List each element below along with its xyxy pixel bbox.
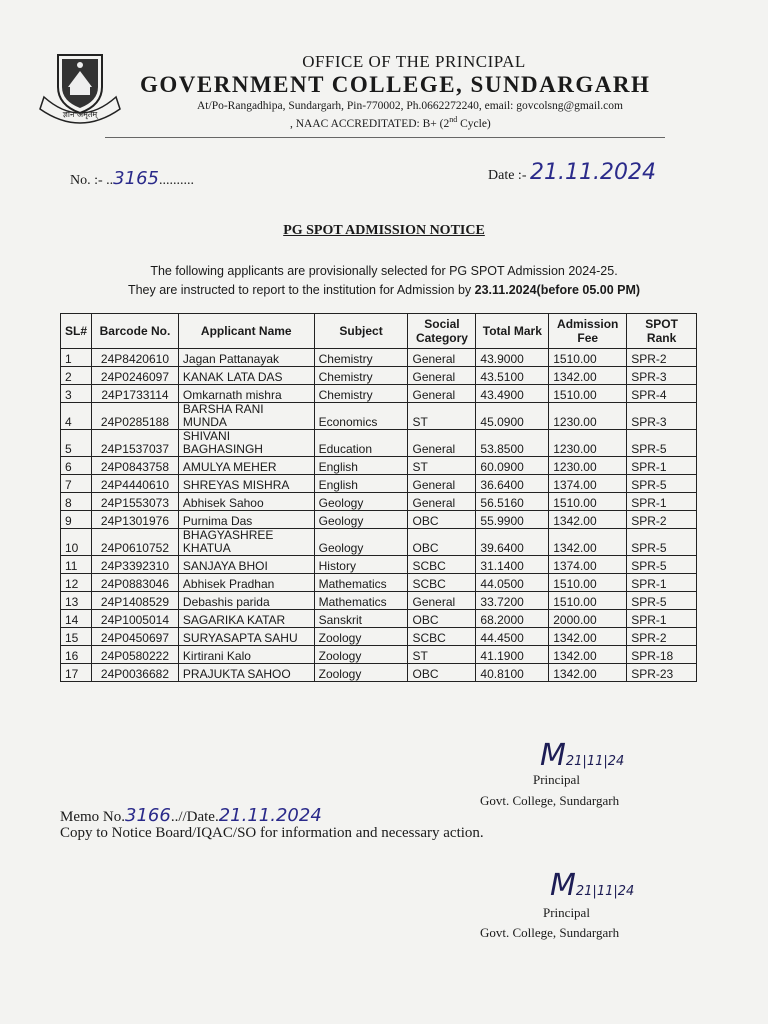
table-row — [61, 610, 697, 628]
table-cell: 24P0610752 — [92, 529, 179, 556]
reference-date: Date :- 21.11.2024 — [488, 160, 656, 185]
table-cell: Geology — [314, 529, 408, 556]
table-cell: SCBC — [408, 556, 476, 574]
memo-line: Memo No.3166..//Date.21.11.2024 — [60, 805, 322, 826]
column-header: Social Category — [408, 314, 476, 349]
table-cell: Omkarnath mishra — [178, 385, 314, 403]
table-cell: 24P3392310 — [92, 556, 179, 574]
table-cell: SPR-5 — [627, 592, 697, 610]
column-header: Total Mark — [476, 314, 549, 349]
table-cell: Chemistry — [314, 385, 408, 403]
table-cell: History — [314, 556, 408, 574]
notice-line-1: The following applicants are provisionally selected for PG SPOT Admission 2024-25. — [150, 264, 618, 278]
table-cell: 24P1301976 — [92, 511, 179, 529]
table-cell: General — [408, 385, 476, 403]
table-cell: 2 — [61, 367, 92, 385]
table-cell: SPR-18 — [627, 646, 697, 664]
table-row — [61, 574, 697, 592]
table-cell: 53.8500 — [476, 430, 549, 457]
table-cell: Sanskrit — [314, 610, 408, 628]
table-cell: 1374.00 — [549, 556, 627, 574]
table-cell: OBC — [408, 664, 476, 682]
column-header: Subject — [314, 314, 408, 349]
header-divider — [105, 137, 665, 138]
table-cell: Abhisek Pradhan — [178, 574, 314, 592]
table-cell: OBC — [408, 610, 476, 628]
table-cell: 1342.00 — [549, 664, 627, 682]
table-cell: 24P0580222 — [92, 646, 179, 664]
table-cell: Abhisek Sahoo — [178, 493, 314, 511]
table-cell: 15 — [61, 628, 92, 646]
memo-date: 21.11.2024 — [218, 805, 322, 826]
table-cell: ST — [408, 457, 476, 475]
table-cell: 2000.00 — [549, 610, 627, 628]
table-cell: PRAJUKTA SAHOO — [178, 664, 314, 682]
table-row — [61, 592, 697, 610]
table-cell: 24P0285188 — [92, 403, 179, 430]
table-cell: 36.6400 — [476, 475, 549, 493]
table-cell: SPR-5 — [627, 529, 697, 556]
table-cell: SPR-1 — [627, 493, 697, 511]
table-cell: 40.8100 — [476, 664, 549, 682]
table-cell: Zoology — [314, 664, 408, 682]
table-row — [61, 556, 697, 574]
notice-intro — [0, 262, 768, 300]
table-cell: 24P1005014 — [92, 610, 179, 628]
table-cell: SPR-5 — [627, 556, 697, 574]
memo-number: 3166 — [125, 805, 171, 826]
table-cell: 1 — [61, 349, 92, 367]
table-cell: 31.1400 — [476, 556, 549, 574]
table-cell: 43.4900 — [476, 385, 549, 403]
table-cell: Debashis parida — [178, 592, 314, 610]
table-cell: 1374.00 — [549, 475, 627, 493]
table-cell: 41.1900 — [476, 646, 549, 664]
table-cell: 1510.00 — [549, 493, 627, 511]
column-header: Admission Fee — [549, 314, 627, 349]
table-row — [61, 493, 697, 511]
table-cell: SPR-23 — [627, 664, 697, 682]
table-row — [61, 664, 697, 682]
table-cell: Purnima Das — [178, 511, 314, 529]
table-row — [61, 457, 697, 475]
table-cell: 56.5160 — [476, 493, 549, 511]
table-cell: KANAK LATA DAS — [178, 367, 314, 385]
table-cell: 1510.00 — [549, 385, 627, 403]
naac-status: , NAAC ACCREDITATED: B+ (2nd Cycle) — [290, 115, 491, 130]
table-cell: SANJAYA BHOI — [178, 556, 314, 574]
table-row — [61, 646, 697, 664]
table-cell: ST — [408, 403, 476, 430]
table-row — [61, 475, 697, 493]
table-cell: 43.9000 — [476, 349, 549, 367]
table-cell: SPR-1 — [627, 610, 697, 628]
table-cell: 33.7200 — [476, 592, 549, 610]
table-cell: 24P0450697 — [92, 628, 179, 646]
table-cell: 44.4500 — [476, 628, 549, 646]
principal-title-2: Principal — [543, 905, 590, 920]
table-cell: 24P0843758 — [92, 457, 179, 475]
table-cell: 68.2000 — [476, 610, 549, 628]
notice-line-2: They are instructed to report to the institution for Admission by 23.11.2024(before 05.00 PM) — [127, 283, 641, 297]
table-row — [61, 430, 697, 457]
column-header: Applicant Name — [178, 314, 314, 349]
table-cell: SPR-3 — [627, 403, 697, 430]
table-cell: 8 — [61, 493, 92, 511]
table-cell: 3 — [61, 385, 92, 403]
table-cell: 24P8420610 — [92, 349, 179, 367]
table-cell: 5 — [61, 430, 92, 457]
table-cell: 6 — [61, 457, 92, 475]
reference-date-value: 21.11.2024 — [529, 160, 656, 185]
table-row — [61, 511, 697, 529]
table-cell: General — [408, 475, 476, 493]
table-cell: SPR-2 — [627, 628, 697, 646]
table-cell: General — [408, 349, 476, 367]
table-cell: SHREYAS MISHRA — [178, 475, 314, 493]
college-name: GOVERNMENT COLLEGE, SUNDARGARH — [140, 72, 651, 97]
table-cell: 44.0500 — [476, 574, 549, 592]
table-cell: BARSHA RANI MUNDA — [178, 403, 314, 430]
table-cell: 1230.00 — [549, 403, 627, 430]
table-header-row — [61, 314, 697, 349]
table-cell: BHAGYASHREE KHATUA — [178, 529, 314, 556]
table-cell: 1342.00 — [549, 511, 627, 529]
table-row — [61, 349, 697, 367]
table-cell: Jagan Pattanayak — [178, 349, 314, 367]
principal-title-1: Principal — [533, 772, 580, 787]
reference-number-value: 3165 — [113, 168, 159, 189]
table-cell: 24P4440610 — [92, 475, 179, 493]
table-cell: SPR-1 — [627, 574, 697, 592]
table-cell: 14 — [61, 610, 92, 628]
table-cell: Geology — [314, 493, 408, 511]
table-cell: SPR-2 — [627, 349, 697, 367]
table-cell: Chemistry — [314, 367, 408, 385]
table-cell: Economics — [314, 403, 408, 430]
table-cell: SCBC — [408, 574, 476, 592]
table-cell: 1342.00 — [549, 628, 627, 646]
table-cell: 1230.00 — [549, 430, 627, 457]
principal-signature-2: M21|11|24 — [550, 868, 635, 903]
table-cell: 24P1553073 — [92, 493, 179, 511]
reference-number: No. :- ..3165.......... — [70, 168, 194, 189]
table-row — [61, 385, 697, 403]
table-row — [61, 529, 697, 556]
table-cell: SCBC — [408, 628, 476, 646]
table-cell: 24P0246097 — [92, 367, 179, 385]
table-cell: 1510.00 — [549, 574, 627, 592]
table-cell: SHIVANI BAGHASINGH — [178, 430, 314, 457]
copy-to-line: Copy to Notice Board/IQAC/SO for information and necessary action. — [60, 825, 484, 841]
table-cell: English — [314, 475, 408, 493]
table-cell: 45.0900 — [476, 403, 549, 430]
table-cell: OBC — [408, 511, 476, 529]
table-cell: General — [408, 367, 476, 385]
table-cell: 13 — [61, 592, 92, 610]
table-row — [61, 403, 697, 430]
table-cell: Zoology — [314, 628, 408, 646]
table-cell: Geology — [314, 511, 408, 529]
office-heading: OFFICE OF THE PRINCIPAL — [302, 52, 526, 71]
table-cell: SPR-5 — [627, 475, 697, 493]
table-cell: 24P0036682 — [92, 664, 179, 682]
table-cell: 43.5100 — [476, 367, 549, 385]
table-cell: 1230.00 — [549, 457, 627, 475]
table-cell: SPR-4 — [627, 385, 697, 403]
column-header: SPOT Rank — [627, 314, 697, 349]
table-row — [61, 628, 697, 646]
table-cell: SPR-2 — [627, 511, 697, 529]
table-cell: 11 — [61, 556, 92, 574]
principal-org-1: Govt. College, Sundargarh — [480, 793, 620, 808]
table-cell: 24P1733114 — [92, 385, 179, 403]
notice-title: PG SPOT ADMISSION NOTICE — [283, 223, 485, 238]
table-cell: 24P0883046 — [92, 574, 179, 592]
table-cell: 4 — [61, 403, 92, 430]
table-cell: 1342.00 — [549, 646, 627, 664]
table-cell: 10 — [61, 529, 92, 556]
table-cell: 24P1408529 — [92, 592, 179, 610]
table-cell: 1342.00 — [549, 367, 627, 385]
table-cell: General — [408, 592, 476, 610]
table-cell: English — [314, 457, 408, 475]
table-cell: 9 — [61, 511, 92, 529]
table-cell: SAGARIKA KATAR — [178, 610, 314, 628]
column-header: Barcode No. — [92, 314, 179, 349]
logo-motto: ज्ञान अमृतम् — [62, 110, 98, 119]
principal-signature-1: M21|11|24 — [540, 738, 625, 773]
college-address: At/Po-Rangadhipa, Sundargarh, Pin-770002, Ph.0662272240, email: govcolsng@gmail.com — [197, 100, 623, 112]
table-cell: AMULYA MEHER — [178, 457, 314, 475]
table-cell: Education — [314, 430, 408, 457]
table-cell: Mathematics — [314, 592, 408, 610]
table-cell: Chemistry — [314, 349, 408, 367]
table-row — [61, 367, 697, 385]
principal-org-2: Govt. College, Sundargarh — [480, 925, 620, 940]
table-cell: 39.6400 — [476, 529, 549, 556]
table-cell: OBC — [408, 529, 476, 556]
table-cell: 16 — [61, 646, 92, 664]
table-cell: 55.9900 — [476, 511, 549, 529]
table-cell: SPR-5 — [627, 430, 697, 457]
table-cell: General — [408, 430, 476, 457]
table-cell: SPR-1 — [627, 457, 697, 475]
table-cell: SURYASAPTA SAHU — [178, 628, 314, 646]
table-cell: 24P1537037 — [92, 430, 179, 457]
table-cell: Mathematics — [314, 574, 408, 592]
table-cell: 1342.00 — [549, 529, 627, 556]
table-cell: Zoology — [314, 646, 408, 664]
table-cell: 60.0900 — [476, 457, 549, 475]
table-cell: ST — [408, 646, 476, 664]
table-cell: 17 — [61, 664, 92, 682]
table-cell: 1510.00 — [549, 349, 627, 367]
table-cell: Kirtirani Kalo — [178, 646, 314, 664]
table-cell: SPR-3 — [627, 367, 697, 385]
admission-table — [60, 313, 697, 682]
table-cell: 7 — [61, 475, 92, 493]
table-cell: 12 — [61, 574, 92, 592]
table-cell: General — [408, 493, 476, 511]
column-header: SL# — [61, 314, 92, 349]
table-cell: 1510.00 — [549, 592, 627, 610]
